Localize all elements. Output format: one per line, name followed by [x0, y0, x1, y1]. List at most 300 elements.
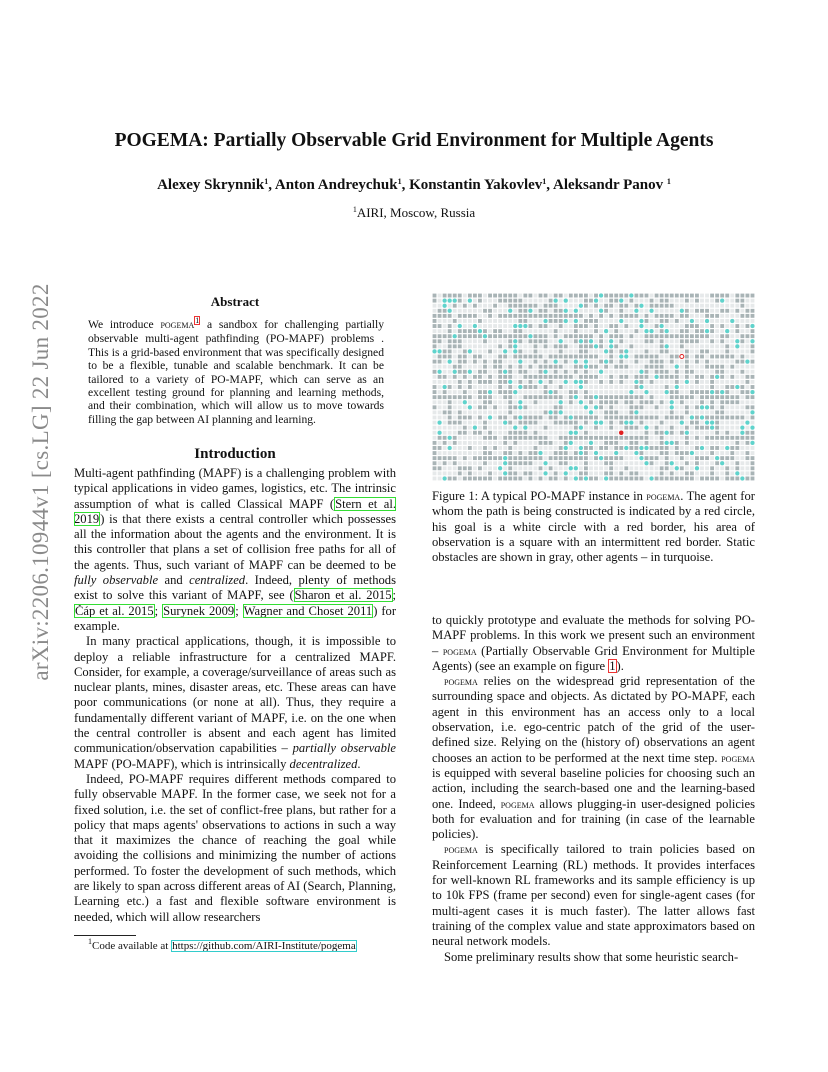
obstacle-cell — [619, 416, 623, 420]
citation-link[interactable]: Wagner and Choset 2011 — [243, 603, 373, 618]
agent-marker — [594, 344, 598, 348]
obstacle-cell — [695, 461, 699, 465]
agent-marker — [584, 365, 588, 369]
obstacle-cell — [640, 294, 644, 298]
obstacle-cell — [498, 385, 502, 389]
agent-marker — [735, 471, 739, 475]
free-cell — [549, 349, 553, 353]
obstacle-cell — [483, 365, 487, 369]
obstacle-cell — [458, 416, 462, 420]
free-cell — [544, 349, 548, 353]
agent-marker — [644, 390, 648, 394]
free-cell — [594, 471, 598, 475]
free-cell — [594, 349, 598, 353]
agent-marker — [564, 380, 568, 384]
obstacle-cell — [508, 339, 512, 343]
obstacle-cell — [498, 380, 502, 384]
free-cell — [584, 309, 588, 313]
free-cell — [614, 461, 618, 465]
free-cell — [675, 329, 679, 333]
free-cell — [640, 410, 644, 414]
obstacle-cell — [478, 416, 482, 420]
obstacle-cell — [534, 446, 538, 450]
obstacle-cell — [574, 426, 578, 430]
obstacle-cell — [640, 375, 644, 379]
obstacle-cell — [443, 461, 447, 465]
obstacle-cell — [564, 477, 568, 481]
obstacle-cell — [463, 370, 467, 374]
free-cell — [513, 375, 517, 379]
free-cell — [700, 360, 704, 364]
agent-marker — [543, 319, 547, 323]
free-cell — [695, 365, 699, 369]
free-cell — [715, 466, 719, 470]
agent-marker — [614, 451, 618, 455]
free-cell — [594, 431, 598, 435]
free-cell — [624, 360, 628, 364]
obstacle-cell — [584, 319, 588, 323]
free-cell — [518, 471, 522, 475]
free-cell — [700, 421, 704, 425]
obstacle-cell — [629, 400, 633, 404]
citation-link[interactable]: Čáp et al. 2015 — [75, 603, 154, 618]
obstacle-cell — [609, 380, 613, 384]
obstacle-cell — [584, 304, 588, 308]
paragraph: to quickly prototype and evaluate the methods for solving PO-MAPF problems. In this work we present such an environment – pogema (Partially Observable Grid Environment for Multiple Agents) (see an example on figure 1). — [432, 613, 755, 673]
free-cell — [438, 416, 442, 420]
obstacle-cell — [695, 421, 699, 425]
free-cell — [463, 410, 467, 414]
free-cell — [685, 400, 689, 404]
agent-marker — [538, 451, 542, 455]
obstacle-cell — [458, 344, 462, 348]
system-name: pogema — [160, 319, 195, 331]
obstacle-cell — [539, 370, 543, 374]
free-cell — [513, 319, 517, 323]
obstacle-cell — [488, 334, 492, 338]
obstacle-cell — [523, 334, 527, 338]
obstacle-cell — [448, 477, 452, 481]
free-cell — [478, 385, 482, 389]
free-cell — [599, 441, 603, 445]
free-cell — [624, 441, 628, 445]
obstacle-cell — [680, 329, 684, 333]
obstacle-cell — [528, 380, 532, 384]
free-cell — [720, 421, 724, 425]
free-cell — [614, 370, 618, 374]
obstacle-cell — [640, 421, 644, 425]
free-cell — [680, 385, 684, 389]
free-cell — [715, 385, 719, 389]
free-cell — [518, 410, 522, 414]
obstacle-cell — [453, 461, 457, 465]
agent-marker — [594, 299, 598, 303]
obstacle-cell — [574, 451, 578, 455]
obstacle-cell — [564, 416, 568, 420]
free-cell — [453, 314, 457, 318]
citation-link[interactable]: Sharon et al. 2015 — [294, 588, 392, 603]
obstacle-cell — [609, 477, 613, 481]
free-cell — [730, 339, 734, 343]
obstacle-cell — [554, 294, 558, 298]
obstacle-cell — [498, 329, 502, 333]
obstacle-cell — [710, 380, 714, 384]
obstacle-cell — [503, 395, 507, 399]
free-cell — [438, 426, 442, 430]
agent-marker — [660, 324, 664, 328]
free-cell — [599, 299, 603, 303]
obstacle-cell — [634, 471, 638, 475]
obstacle-cell — [544, 365, 548, 369]
free-cell — [715, 329, 719, 333]
obstacle-cell — [735, 395, 739, 399]
free-cell — [453, 451, 457, 455]
free-cell — [549, 309, 553, 313]
obstacle-cell — [746, 436, 750, 440]
obstacle-cell — [528, 421, 532, 425]
obstacle-cell — [634, 294, 638, 298]
emphasis: fully observable — [74, 573, 159, 588]
free-cell — [564, 390, 568, 394]
free-cell — [518, 426, 522, 430]
free-cell — [488, 339, 492, 343]
free-cell — [483, 294, 487, 298]
obstacle-cell — [528, 375, 532, 379]
system-name: pogema — [500, 796, 535, 811]
free-cell — [700, 441, 704, 445]
free-cell — [564, 294, 568, 298]
free-cell — [569, 380, 573, 384]
obstacle-cell — [715, 299, 719, 303]
obstacle-cell — [700, 477, 704, 481]
free-cell — [624, 385, 628, 389]
free-cell — [670, 466, 674, 470]
obstacle-cell — [751, 395, 755, 399]
citation-link[interactable]: Surynek 2009 — [163, 603, 235, 618]
obstacle-cell — [433, 451, 437, 455]
obstacle-cell — [498, 355, 502, 359]
obstacle-cell — [433, 456, 437, 460]
free-cell — [549, 446, 553, 450]
obstacle-cell — [594, 416, 598, 420]
obstacle-cell — [735, 360, 739, 364]
obstacle-cell — [488, 477, 492, 481]
obstacle-cell — [554, 329, 558, 333]
obstacle-cell — [478, 294, 482, 298]
obstacle-cell — [513, 461, 517, 465]
obstacle-cell — [508, 405, 512, 409]
free-cell — [453, 309, 457, 313]
obstacle-cell — [655, 365, 659, 369]
free-cell — [619, 441, 623, 445]
obstacle-cell — [574, 436, 578, 440]
agent-marker — [498, 466, 502, 470]
obstacle-cell — [680, 344, 684, 348]
obstacle-cell — [513, 456, 517, 460]
obstacle-cell — [584, 339, 588, 343]
free-cell — [544, 400, 548, 404]
obstacle-cell — [670, 416, 674, 420]
obstacle-cell — [700, 355, 704, 359]
free-cell — [478, 436, 482, 440]
free-cell — [751, 370, 755, 374]
free-cell — [690, 349, 694, 353]
free-cell — [574, 375, 578, 379]
obstacle-cell — [448, 324, 452, 328]
free-cell — [554, 339, 558, 343]
free-cell — [493, 477, 497, 481]
free-cell — [473, 385, 477, 389]
obstacle-cell — [720, 334, 724, 338]
free-cell — [584, 410, 588, 414]
free-cell — [634, 400, 638, 404]
agent-marker — [463, 400, 467, 404]
free-cell — [458, 451, 462, 455]
obstacle-cell — [438, 324, 442, 328]
obstacle-cell — [463, 416, 467, 420]
free-cell — [438, 319, 442, 323]
free-cell — [645, 380, 649, 384]
obstacle-cell — [468, 477, 472, 481]
free-cell — [730, 299, 734, 303]
obstacle-cell — [508, 390, 512, 394]
obstacle-cell — [685, 355, 689, 359]
free-cell — [498, 309, 502, 313]
free-cell — [690, 456, 694, 460]
obstacle-cell — [700, 456, 704, 460]
obstacle-cell — [554, 304, 558, 308]
free-cell — [478, 410, 482, 414]
repository-url-link[interactable]: https://github.com/AIRI-Institute/pogema — [172, 940, 356, 952]
free-cell — [740, 405, 744, 409]
free-cell — [473, 461, 477, 465]
free-cell — [695, 395, 699, 399]
free-cell — [579, 360, 583, 364]
free-cell — [448, 451, 452, 455]
figure-ref-link[interactable]: 1 — [609, 658, 616, 673]
obstacle-cell — [619, 375, 623, 379]
free-cell — [725, 370, 729, 374]
obstacle-cell — [528, 314, 532, 318]
agent-marker — [518, 400, 522, 404]
footnote-link[interactable]: 1 — [195, 316, 200, 325]
obstacle-cell — [528, 471, 532, 475]
free-cell — [589, 370, 593, 374]
free-cell — [710, 461, 714, 465]
obstacle-cell — [645, 365, 649, 369]
free-cell — [478, 314, 482, 318]
free-cell — [579, 410, 583, 414]
free-cell — [463, 405, 467, 409]
obstacle-cell — [589, 395, 593, 399]
system-name: pogema — [442, 643, 477, 658]
free-cell — [498, 446, 502, 450]
obstacle-cell — [584, 344, 588, 348]
obstacle-cell — [660, 344, 664, 348]
free-cell — [569, 344, 573, 348]
agent-marker — [448, 436, 452, 440]
paragraph: pogema relies on the widespread grid representation of the surrounding space and objects. As dictated by PO-MAPF, each agent in this environment has an access only to a local observation, i.e. ego-centric patch of the grid of the user-defined size. Relying on the (history of) observations an agent chooses an action to be performed at the next time step. pogema is equipped with several baseline policies for choosing such an action, including the search-based one and the learning-based one. Indeed, pogema allows plugging-in user-designed policies both for evaluation and for training (in case of the learnable policies). — [432, 674, 756, 842]
agent-marker — [488, 390, 492, 394]
free-cell — [604, 385, 608, 389]
free-cell — [468, 441, 472, 445]
free-cell — [645, 360, 649, 364]
free-cell — [443, 344, 447, 348]
obstacle-cell — [690, 421, 694, 425]
free-cell — [730, 380, 734, 384]
free-cell — [609, 431, 613, 435]
free-cell — [564, 385, 568, 389]
obstacle-cell — [488, 309, 492, 313]
obstacle-cell — [498, 299, 502, 303]
obstacle-cell — [488, 471, 492, 475]
obstacle-cell — [478, 370, 482, 374]
obstacle-cell — [448, 385, 452, 389]
free-cell — [559, 370, 563, 374]
obstacle-cell — [710, 405, 714, 409]
obstacle-cell — [660, 370, 664, 374]
agent-marker — [543, 370, 547, 374]
free-cell — [695, 319, 699, 323]
free-cell — [685, 385, 689, 389]
obstacle-cell — [685, 294, 689, 298]
agent-marker — [508, 380, 512, 384]
obstacle-cell — [720, 456, 724, 460]
free-cell — [569, 446, 573, 450]
agent-marker — [564, 471, 568, 475]
agent-marker — [437, 431, 441, 435]
obstacle-cell — [458, 339, 462, 343]
free-cell — [700, 385, 704, 389]
free-cell — [705, 355, 709, 359]
obstacle-cell — [513, 416, 517, 420]
free-cell — [579, 309, 583, 313]
obstacle-cell — [579, 294, 583, 298]
free-cell — [589, 461, 593, 465]
agent-marker — [609, 344, 613, 348]
obstacle-cell — [463, 456, 467, 460]
free-cell — [498, 451, 502, 455]
obstacle-cell — [528, 355, 532, 359]
obstacle-cell — [559, 324, 563, 328]
obstacle-cell — [720, 400, 724, 404]
free-cell — [443, 360, 447, 364]
free-cell — [589, 431, 593, 435]
obstacle-cell — [690, 324, 694, 328]
citation-link[interactable]: Stern et al. 2019 — [74, 496, 396, 526]
obstacle-cell — [609, 299, 613, 303]
free-cell — [640, 329, 644, 333]
obstacle-cell — [574, 329, 578, 333]
free-cell — [619, 390, 623, 394]
free-cell — [735, 390, 739, 394]
free-cell — [599, 461, 603, 465]
free-cell — [604, 299, 608, 303]
obstacle-cell — [443, 456, 447, 460]
obstacle-cell — [498, 456, 502, 460]
free-cell — [715, 319, 719, 323]
obstacle-cell — [730, 400, 734, 404]
free-cell — [725, 410, 729, 414]
author-affil-mark: 1 — [666, 177, 671, 186]
obstacle-cell — [448, 416, 452, 420]
obstacle-cell — [624, 436, 628, 440]
obstacle-cell — [579, 355, 583, 359]
agent-marker — [624, 446, 628, 450]
obstacle-cell — [473, 334, 477, 338]
obstacle-cell — [574, 456, 578, 460]
free-cell — [513, 466, 517, 470]
obstacle-cell — [438, 456, 442, 460]
free-cell — [544, 329, 548, 333]
obstacle-cell — [685, 334, 689, 338]
obstacle-cell — [589, 416, 593, 420]
free-cell — [740, 375, 744, 379]
free-cell — [574, 461, 578, 465]
obstacle-cell — [508, 431, 512, 435]
agent-marker — [559, 339, 563, 343]
free-cell — [751, 446, 755, 450]
obstacle-cell — [751, 344, 755, 348]
obstacle-cell — [554, 416, 558, 420]
obstacle-cell — [609, 456, 613, 460]
obstacle-cell — [493, 304, 497, 308]
obstacle-cell — [463, 375, 467, 379]
obstacle-cell — [725, 436, 729, 440]
obstacle-cell — [463, 395, 467, 399]
free-cell — [438, 299, 442, 303]
free-cell — [473, 299, 477, 303]
free-cell — [523, 349, 527, 353]
agent-marker — [443, 385, 447, 389]
free-cell — [705, 324, 709, 328]
obstacle-cell — [463, 355, 467, 359]
obstacle-cell — [508, 400, 512, 404]
obstacle-cell — [695, 329, 699, 333]
agent-marker — [639, 319, 643, 323]
agent-marker — [448, 359, 452, 363]
agent-marker — [528, 309, 532, 313]
obstacle-cell — [453, 365, 457, 369]
obstacle-cell — [463, 360, 467, 364]
free-cell — [604, 390, 608, 394]
free-cell — [513, 395, 517, 399]
obstacle-cell — [680, 416, 684, 420]
free-cell — [715, 441, 719, 445]
agent-marker — [518, 415, 522, 419]
obstacle-cell — [534, 436, 538, 440]
obstacle-cell — [735, 466, 739, 470]
obstacle-cell — [458, 410, 462, 414]
obstacle-cell — [498, 360, 502, 364]
free-cell — [680, 436, 684, 440]
obstacle-cell — [629, 410, 633, 414]
agent-marker — [453, 370, 457, 374]
obstacle-cell — [453, 319, 457, 323]
agent-marker — [437, 349, 441, 353]
free-cell — [599, 390, 603, 394]
free-cell — [624, 309, 628, 313]
free-cell — [720, 344, 724, 348]
obstacle-cell — [523, 370, 527, 374]
free-cell — [675, 426, 679, 430]
obstacle-cell — [523, 309, 527, 313]
obstacle-cell — [599, 360, 603, 364]
free-cell — [488, 446, 492, 450]
obstacle-cell — [740, 339, 744, 343]
free-cell — [730, 370, 734, 374]
obstacle-cell — [594, 294, 598, 298]
